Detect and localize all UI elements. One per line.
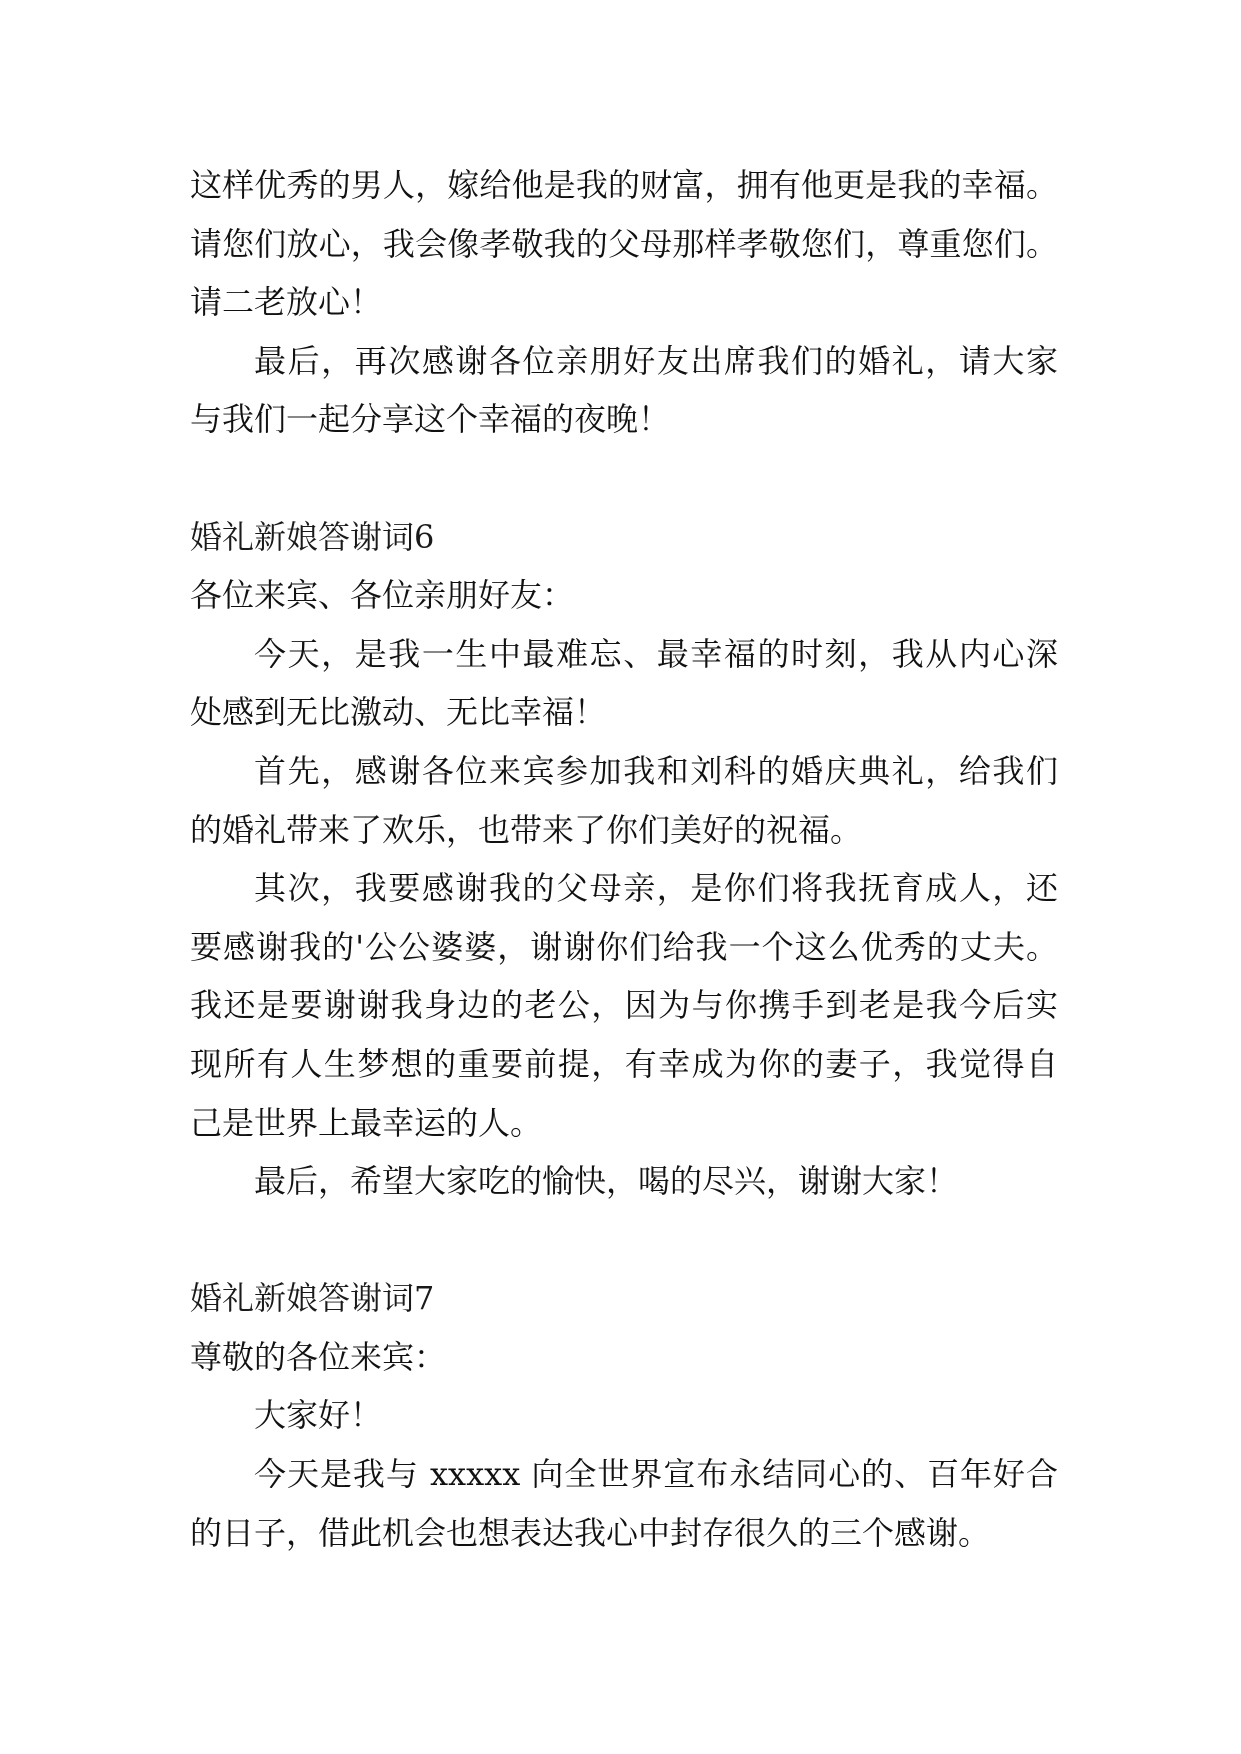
- salutation: 各位来宾、各位亲朋好友：: [190, 576, 575, 615]
- blank-line: [190, 449, 1058, 508]
- section-heading: 婚礼新娘答谢词7: [190, 1279, 435, 1318]
- salutation: 尊敬的各位来宾：: [190, 1337, 447, 1376]
- text-line: 请二老放心！: [190, 283, 383, 322]
- paragraph: [190, 332, 1058, 449]
- text-line: 今天是我与 xxxxx 向全世界宣布永结同心的、百年好合: [254, 1455, 1058, 1494]
- text-line: 请您们放心，我会像孝敬我的父母那样孝敬您们，尊重您们。: [190, 224, 1058, 263]
- paragraph: [190, 1386, 1058, 1445]
- text-line: 首先，感谢各位来宾参加我和刘科的婚庆典礼，给我们: [254, 751, 1058, 790]
- text-line: 其次，我要感谢我的父母亲，是你们将我抚育成人，还: [254, 869, 1058, 908]
- paragraph: [190, 742, 1058, 859]
- letter-section: [190, 1269, 1058, 1562]
- letter-section: [190, 156, 1058, 449]
- text-line: 处感到无比激动、无比幸福！: [190, 693, 607, 732]
- text-line: 最后，再次感谢各位亲朋好友出席我们的婚礼，请大家: [254, 341, 1058, 380]
- text-line: 最后，希望大家吃的愉快，喝的尽兴，谢谢大家！: [254, 1162, 959, 1201]
- text-line: 的婚礼带来了欢乐，也带来了你们美好的祝福。: [190, 810, 863, 849]
- paragraph: [190, 1445, 1058, 1562]
- text-line: 这样优秀的男人，嫁给他是我的财富，拥有他更是我的幸福。: [190, 166, 1058, 204]
- paragraph: [190, 859, 1058, 1152]
- section-heading: 婚礼新娘答谢词6: [190, 517, 435, 556]
- paragraph: [190, 156, 1058, 332]
- text-line: 我还是要谢谢我身边的老公，因为与你携手到老是我今后实: [190, 986, 1058, 1025]
- text-line: 与我们一起分享这个幸福的夜晚！: [190, 400, 671, 439]
- text-line: 今天，是我一生中最难忘、最幸福的时刻，我从内心深: [254, 634, 1058, 673]
- paragraph: [190, 1152, 1058, 1211]
- letter-section: [190, 508, 1058, 1211]
- text-line: 现所有人生梦想的重要前提，有幸成为你的妻子，我觉得自: [190, 1044, 1058, 1083]
- text-line: 己是世界上最幸运的人。: [190, 1103, 543, 1142]
- blank-line: [190, 1211, 1058, 1270]
- text-line: 的日子，借此机会也想表达我心中封存很久的三个感谢。: [190, 1513, 991, 1552]
- text-line: 要感谢我的'公公婆婆，谢谢你们给我一个这么优秀的丈夫。: [190, 927, 1058, 966]
- document-body: [190, 156, 1058, 1562]
- paragraph: [190, 625, 1058, 742]
- text-line: 大家好！: [254, 1396, 383, 1435]
